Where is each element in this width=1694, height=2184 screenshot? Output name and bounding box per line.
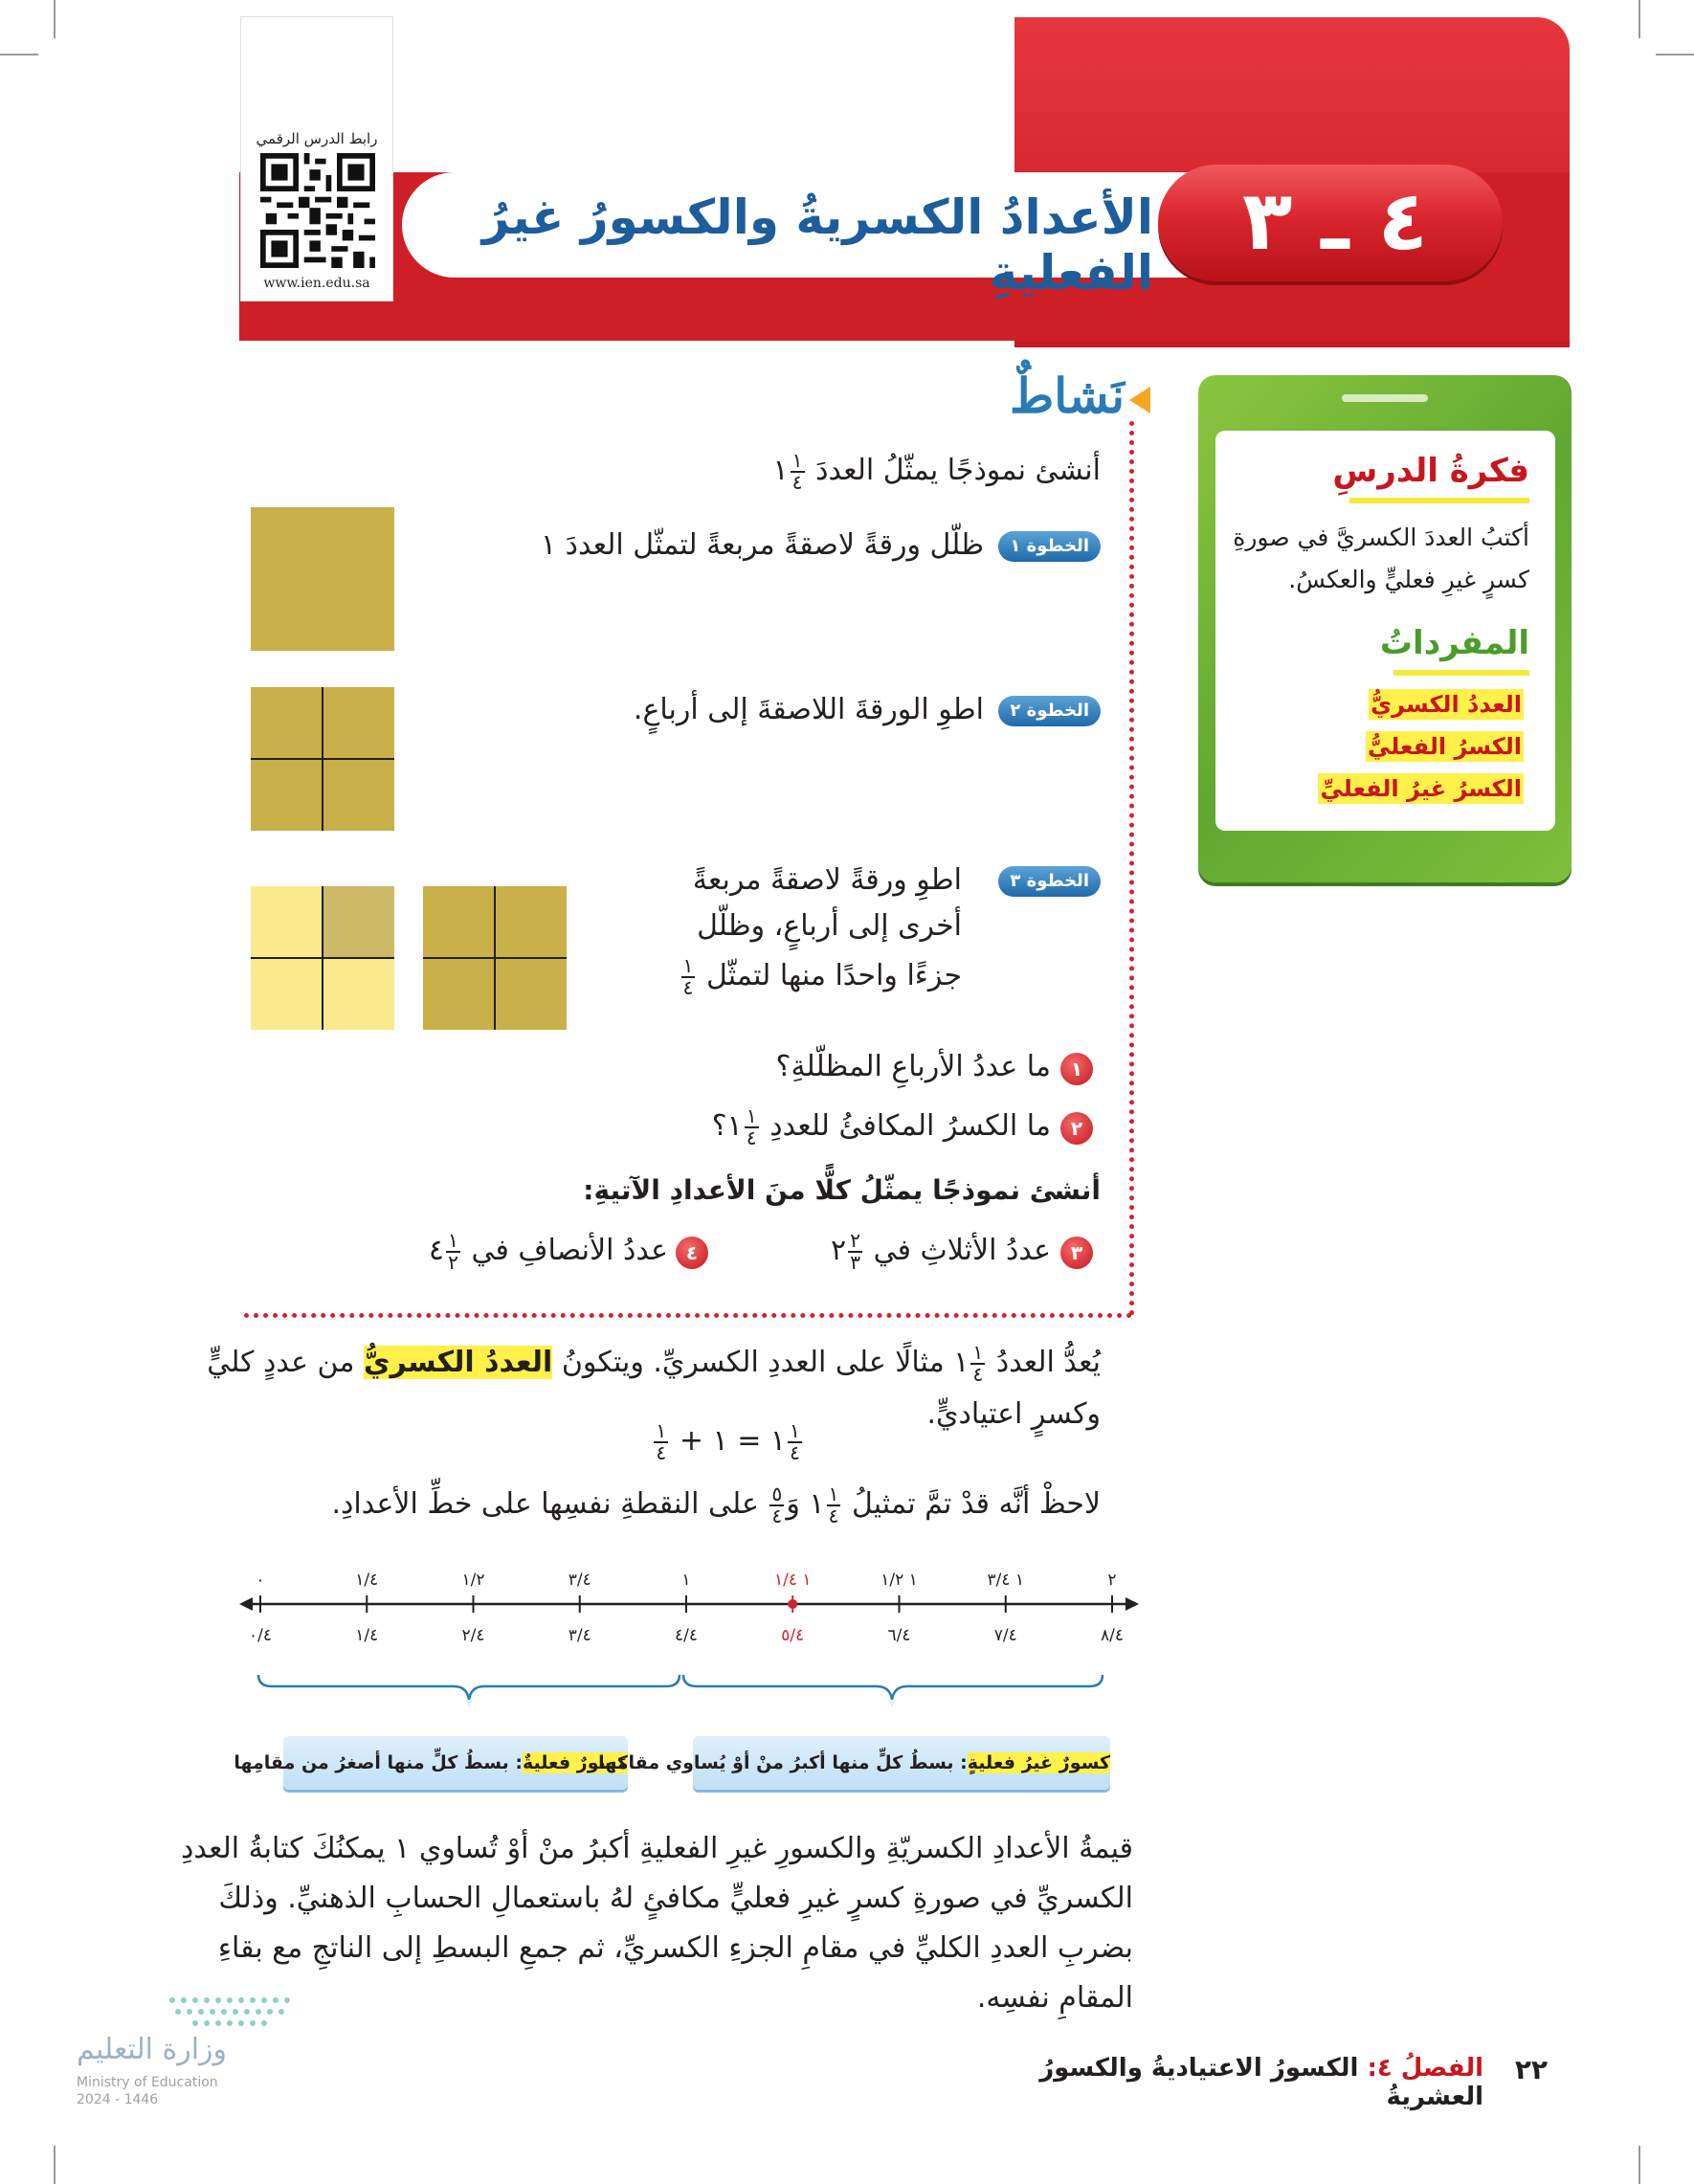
lesson-title: الأعدادُ الكسريةُ والكسورُ غيرُ الفعليةِ: [481, 189, 1153, 301]
activity-border: [244, 1313, 1132, 1318]
number-line-bottom-label: ٨/٤: [1101, 1626, 1124, 1645]
edition-year: 2024 - 1446: [77, 2092, 159, 2107]
fraction: $\frac{٢}{٣}$: [850, 1228, 861, 1274]
number-line-top-label: ١/٤: [355, 1571, 379, 1590]
paragraph-2-line-1: قيمةُ الأعدادِ الكسريّةِ والكسورِ غيرِ الفعليةِ أكبرُ منْ أوْ تُساوي ١ يمكنُكَ كتابةُ العددِ: [181, 1832, 1133, 1865]
fraction: $\frac{١}{٤}$: [746, 1103, 757, 1149]
number-line-top-label: ١ ١/٤: [773, 1571, 812, 1590]
number-line-top-label: ١/٢: [461, 1571, 485, 1590]
vocab-proper-fraction: الكسرُ الفعليُّ: [1367, 733, 1522, 760]
step-2-text: اطوِ الورقةَ اللاصقةَ إلى أرباعٍ.: [633, 693, 984, 726]
number-line-bottom-label: ٤/٤: [675, 1626, 698, 1645]
question-2-text: ما الكسرُ المكافئُ للعددِ $\frac{١}{٤}$ ١؟: [711, 1103, 1051, 1149]
fold-line: [251, 957, 394, 959]
step-3-line-3: جزءًا واحدًا منها لتمثّل $\frac{١}{٤}$: [682, 953, 962, 999]
equation: $\frac{١}{٤}$ ١ = ١ + $\frac{١}{٤}$: [656, 1418, 800, 1464]
paragraph-2-line-2: الكسريِّ في صورةِ كسرٍ غيرِ فعليٍّ مكافئٍ لهُ باستعمالِ الحسابِ الذهنيِّ. وذلكَ: [218, 1882, 1133, 1915]
paragraph-1-line-2: وكسرٍ اعتياديٍّ.: [926, 1397, 1101, 1431]
question-3-badge: ٣: [1060, 1237, 1093, 1269]
number-line-bottom-label: ٣/٤: [568, 1626, 591, 1645]
fraction: $\frac{٥}{٤}$: [771, 1482, 783, 1527]
ministry-name-en: Ministry of Education: [77, 2075, 218, 2090]
panel-tab: [1342, 394, 1428, 402]
fraction: $\frac{١}{٤}$: [656, 1418, 667, 1464]
fraction: $\frac{١}{٤}$: [972, 1340, 984, 1386]
crop-mark: [1656, 54, 1694, 56]
lesson-idea-heading: فكرةُ الدرسِ: [1332, 452, 1529, 490]
number-line-bottom-label: ١/٤: [355, 1626, 379, 1645]
crop-mark: [0, 54, 38, 56]
question-1-text: ما عددُ الأرباعِ المظلّلةِ؟: [775, 1050, 1051, 1083]
number-line-top-label: ١ ١/٢: [880, 1571, 918, 1590]
crop-mark: [54, 2146, 56, 2184]
callout-pointer: [465, 1700, 473, 1707]
heading-underline: [1393, 670, 1529, 676]
term-mixed-number: العددُ الكسريُّ: [363, 1346, 553, 1379]
qr-label: رابط الدرس الرقمي: [256, 130, 378, 147]
question-1-badge: ١: [1060, 1053, 1093, 1085]
ministry-name-ar: وزارة التعليم: [77, 2033, 228, 2066]
arrow-left-icon: [239, 1597, 253, 1611]
number-line-top-label: ١ ٣/٤: [987, 1571, 1025, 1590]
vocab-improper-fraction: الكسرُ غيرُ الفعليِّ: [1320, 775, 1522, 802]
brace-proper: [258, 1675, 680, 1700]
lesson-idea-text: أكتبُ العددَ الكسريَّ في صورةِ كسرٍ غيرِ فعليٍّ والعكسُ.: [1233, 524, 1529, 593]
vocabulary-heading: المفرداتُ: [1379, 624, 1529, 662]
activity-border: [1129, 421, 1134, 1316]
number-line-bottom-label: ٠/٤: [249, 1626, 272, 1645]
qr-code-icon[interactable]: [260, 153, 375, 268]
step-3-line-2: أخرى إلى أرباعٍ، وظلّل: [697, 909, 962, 943]
note-line: لاحظْ أنَّه قدْ تمَّ تمثيلُ $\frac{١}{٤}$ ١ وَ $\frac{٥}{٤}$ على النقطةِ نفسِها على خطِّ الأعدادِ.: [331, 1482, 1101, 1527]
fraction: $\frac{١}{٤}$: [790, 1418, 800, 1464]
step-1-text: ظلّل ورقةً لاصقةً مربعةً لتمثّل العددَ ١: [540, 528, 984, 562]
callout-pointer: [888, 1700, 896, 1707]
activity-heading: نَشاطٌ: [1010, 368, 1125, 424]
step-3-line-1: اطوِ ورقةً لاصقةً مربعةً: [692, 863, 962, 897]
shaded-square: [251, 507, 394, 651]
callout-proper-fractions: كسورٌ فعليةٌ: بسطُ كلٍّ منها أصغرُ من مقامِها: [283, 1736, 628, 1790]
paragraph-1: يُعدُّ العددُ $\frac{١}{٤}$ ١ مثالًا على العددِ الكسريِّ. ويتكونُ العددُ الكسريُّ من عددٍ كليٍّ: [207, 1340, 1101, 1386]
page-number: ٢٢: [1514, 2054, 1549, 2085]
fraction: $\frac{١}{٤}$: [682, 953, 694, 999]
number-line-bottom-label: ٥/٤: [781, 1626, 805, 1645]
lesson-number: ٤ ـ ٣: [1241, 173, 1429, 269]
fraction: $\frac{١}{٤}$: [828, 1482, 839, 1527]
paragraph-2-line-3: بضربِ العددِ الكليِّ في مقامِ الجزءِ الكسريِّ، ثم جمعِ البسطِ إلى الناتجِ مع بقاءِ: [217, 1931, 1133, 1965]
step-2-tag: الخطوة ٢: [998, 696, 1101, 726]
crop-mark: [54, 0, 56, 38]
fraction: $\frac{١}{٤}$: [791, 448, 803, 494]
ministry-logo-icon: [163, 1993, 306, 2031]
activity-instruction: أنشئ نموذجًا يمثّلُ كلًّا منَ الأعدادِ الآتيةِ:: [583, 1174, 1101, 1206]
vocab-mixed-number: العددُ الكسريُّ: [1371, 691, 1522, 718]
step-1-tag: الخطوة ١: [998, 531, 1101, 562]
number-line-braces: [251, 1673, 1112, 1707]
number-line-top-label: ١: [681, 1571, 691, 1590]
question-4-badge: ٤: [676, 1237, 708, 1269]
crop-mark: [1638, 0, 1640, 38]
activity-marker-icon: [1129, 387, 1150, 413]
question-3-text: عددُ الأثلاثِ في $\frac{٢}{٣}$ ٢: [831, 1228, 1051, 1274]
crop-mark: [1638, 2146, 1640, 2184]
activity-intro: أنشئ نموذجًا يمثّلُ العددَ $\frac{١}{٤}$ ١: [772, 448, 1101, 494]
number-line-bottom-label: ٧/٤: [993, 1626, 1017, 1645]
heading-underline: [1349, 498, 1529, 503]
chapter-footer: الفصلُ ٤: الكسورُ الاعتياديةُ والكسورُ العشريةُ: [1039, 2054, 1483, 2111]
callout-improper-fractions: كسورٌ غيرُ فعليةٍ: بسطُ كلٍّ منها أكبرُ منْ أوْ يُساوي مقامَها: [693, 1736, 1110, 1790]
number-line-point: [788, 1599, 797, 1609]
number-line-top-label: ٠: [256, 1571, 265, 1590]
number-line-top-label: ٢: [1107, 1571, 1117, 1590]
number-line-bottom-label: ٦/٤: [887, 1626, 911, 1645]
fold-line: [251, 758, 394, 760]
brace-improper: [683, 1675, 1103, 1700]
question-2-badge: ٢: [1060, 1112, 1093, 1145]
step-3-tag: الخطوة ٣: [998, 866, 1101, 897]
number-line: [239, 1550, 1139, 1684]
paragraph-2-line-4: المقامِ نفسِه.: [976, 1981, 1133, 2015]
shaded-quarter: [322, 886, 394, 957]
question-4-text: عددُ الأنصافِ في $\frac{١}{٢}$ ٤: [428, 1228, 668, 1274]
qr-url[interactable]: www.ien.edu.sa: [263, 276, 370, 291]
fraction: $\frac{١}{٢}$: [448, 1228, 458, 1274]
number-line-bottom-label: ٢/٤: [461, 1626, 485, 1645]
arrow-right-icon: [1126, 1597, 1139, 1611]
fold-line: [423, 957, 567, 959]
number-line-top-label: ٣/٤: [568, 1571, 591, 1590]
